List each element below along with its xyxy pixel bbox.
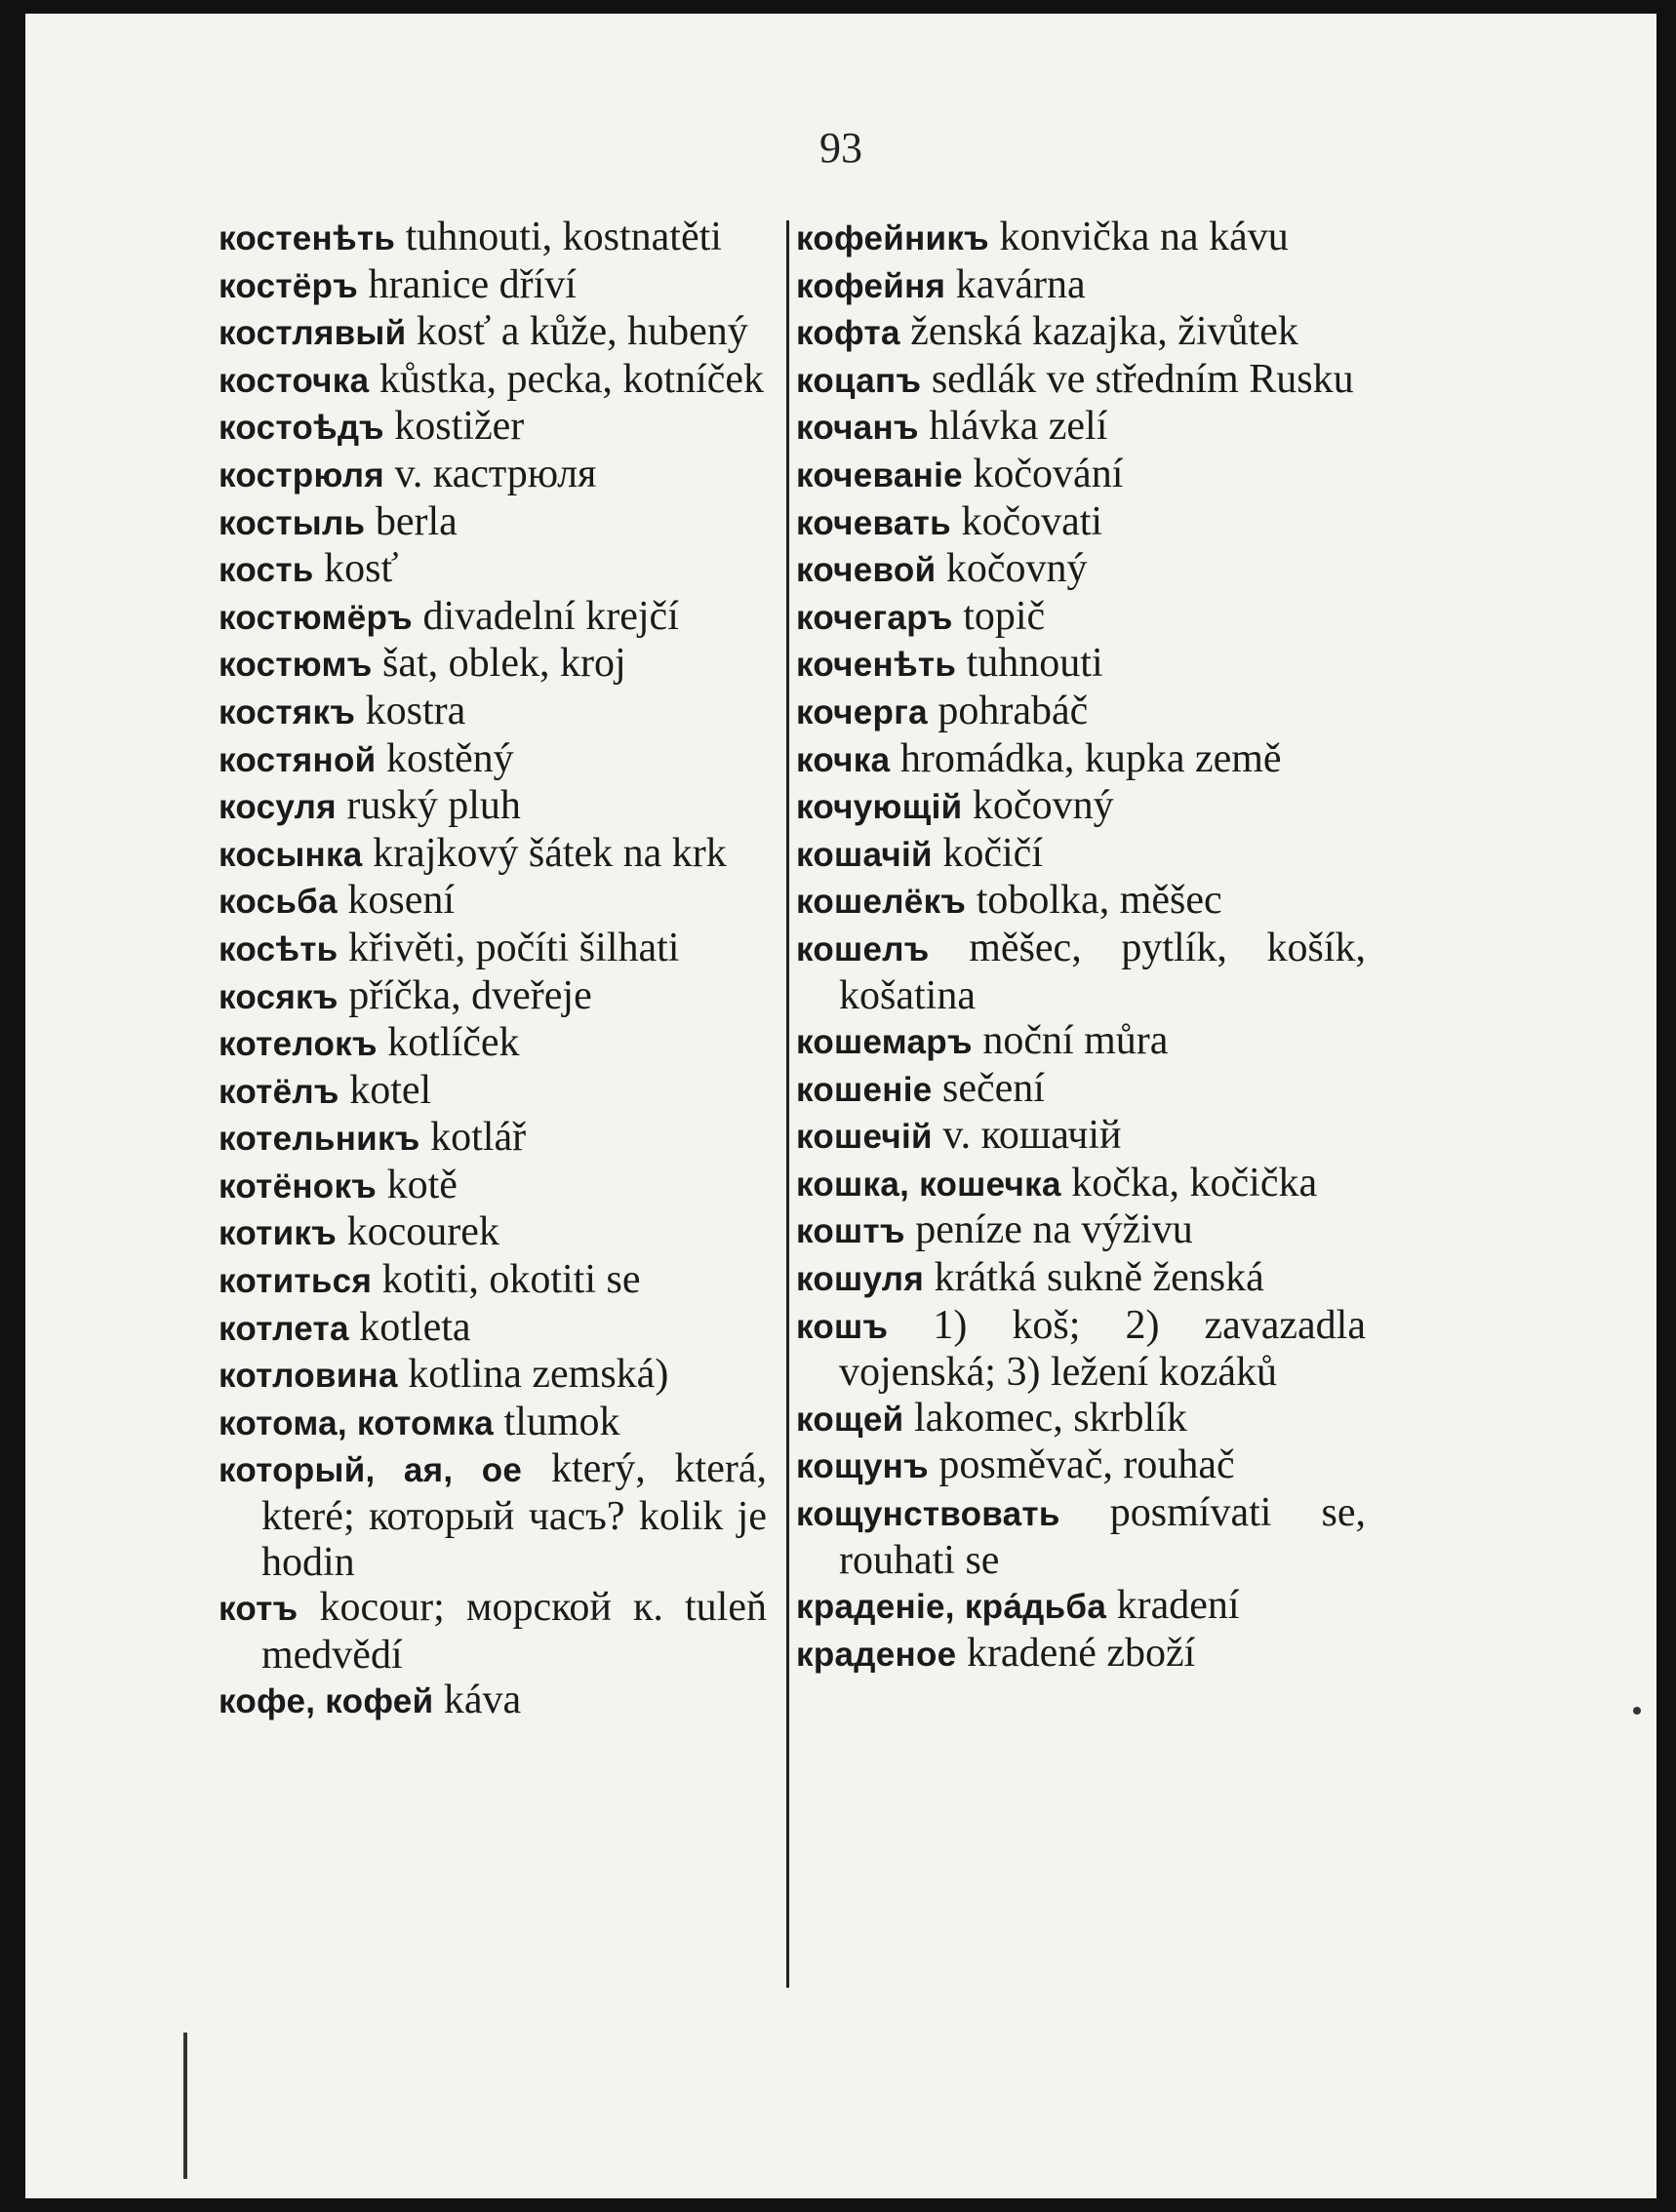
definition: kotiti, okotiti se [372, 1257, 641, 1303]
definition: kosť a kůže, hubený [406, 309, 748, 355]
dictionary-entry [796, 594, 1366, 642]
definition: kostra [355, 688, 466, 733]
headword: костяной [219, 740, 377, 779]
headword: косьба [219, 883, 338, 922]
definition: kočovný [936, 546, 1088, 592]
dictionary-entry [796, 404, 1366, 452]
headword: костенѣть [219, 219, 396, 257]
dictionary-entry [796, 783, 1366, 831]
definition: šat, oblek, kroj [372, 641, 626, 687]
headword: косуля [219, 788, 337, 827]
definition: posměvač, rouhač [928, 1442, 1235, 1488]
definition: tuhnouti, kostnatěti [395, 215, 722, 259]
headword: котлета [219, 1309, 349, 1348]
dictionary-entry [796, 1583, 1366, 1631]
headword: кочанъ [796, 409, 919, 448]
dictionary-entry [219, 1020, 767, 1068]
dictionary-entry [796, 1161, 1366, 1208]
definition: lakomec, skrblík [903, 1395, 1187, 1441]
column-divider [786, 220, 789, 1988]
headword: косточка [219, 361, 370, 400]
dictionary-entry [796, 499, 1366, 547]
definition: kočičí [932, 830, 1043, 876]
right-column [796, 215, 1366, 1678]
dictionary-entry [219, 594, 767, 642]
dictionary-entry [219, 1068, 767, 1116]
dictionary-entry [796, 1490, 1366, 1583]
dictionary-entry [219, 1305, 767, 1353]
headword: кочевой [796, 551, 937, 590]
definition: kradení [1106, 1583, 1240, 1629]
headword: кострюля [219, 455, 385, 494]
headword: кошачій [796, 835, 933, 874]
headword: краденое [796, 1635, 957, 1674]
definition: kosení [337, 878, 455, 924]
dictionary-entry [796, 1207, 1366, 1255]
definition: kotel [339, 1067, 432, 1113]
headword: кощунствовать [796, 1495, 1060, 1534]
headword: краденіе, кра́дьба [796, 1588, 1107, 1627]
dictionary-entry [796, 641, 1366, 689]
headword: костлявый [219, 314, 407, 353]
definition: káva [433, 1678, 522, 1723]
dictionary-entry [219, 926, 767, 973]
definition: v. кошачій [932, 1113, 1122, 1159]
headword: коцапъ [796, 361, 922, 400]
headword: коченѣть [796, 646, 957, 685]
headword: котикъ [219, 1214, 338, 1253]
headword: котельникъ [219, 1120, 420, 1159]
dictionary-entry [219, 878, 767, 926]
dictionary-entry [219, 783, 767, 831]
definition: kůstka, pecka, kotníček [369, 356, 765, 402]
dictionary-entry [219, 499, 767, 547]
definition: hlávka zelí [918, 404, 1108, 450]
definition: tobolka, měšec [966, 878, 1222, 924]
headword: костоѣдъ [219, 409, 384, 448]
dictionary-entry [219, 262, 767, 310]
definition: kradené zboží [956, 1630, 1196, 1676]
headword: кошъ [796, 1307, 889, 1346]
dictionary-entry [796, 1113, 1366, 1161]
dictionary-entry [219, 1209, 767, 1257]
definition: berla [365, 498, 458, 544]
dictionary-entry [219, 546, 767, 594]
definition: sedlák ve středním Rusku [921, 356, 1354, 402]
definition: který, která, které; который часъ? kolik je hodin [261, 1446, 767, 1585]
dictionary-entry [219, 1352, 767, 1400]
dictionary-entry [219, 1678, 767, 1725]
dictionary-entry [796, 452, 1366, 499]
headword: кощунъ [796, 1447, 929, 1486]
headword: косякъ [219, 977, 339, 1016]
headword: котёнокъ [219, 1166, 378, 1205]
headword: кошемаръ [796, 1023, 973, 1062]
dictionary-entry [796, 736, 1366, 784]
headword: костюмёръ [219, 598, 413, 637]
definition: hranice dříví [358, 261, 577, 307]
definition: divadelní krejčí [412, 593, 679, 639]
definition: sečení [932, 1065, 1045, 1111]
headword: кошечій [796, 1118, 933, 1157]
dictionary-entry [796, 215, 1366, 262]
dictionary-entry [796, 926, 1366, 1018]
definition: noční můra [972, 1018, 1169, 1064]
headword: кочеваніе [796, 455, 963, 494]
definition: kočování [962, 451, 1124, 496]
dictionary-entry [219, 215, 767, 262]
dictionary-entry [796, 546, 1366, 594]
definition: kocour; морской к. tuleň medvědí [261, 1585, 767, 1678]
dictionary-entry [219, 973, 767, 1021]
dictionary-entry [219, 831, 767, 879]
dictionary-entry [796, 1018, 1366, 1066]
page-number: 93 [819, 124, 862, 172]
headword: кофейня [796, 266, 946, 305]
headword: косѣть [219, 929, 339, 968]
dictionary-entry [796, 357, 1366, 405]
headword: кофта [796, 314, 900, 353]
headword: кочка [796, 740, 891, 779]
dictionary-entry [219, 1446, 767, 1585]
definition: kočovati [950, 498, 1103, 544]
definition: ruský pluh [336, 783, 521, 829]
definition: kočovný [962, 783, 1114, 829]
headword: кошуля [796, 1260, 925, 1299]
dictionary-entry [219, 736, 767, 784]
definition: kocourek [337, 1209, 499, 1255]
definition: pohrabáč [927, 688, 1089, 733]
definition: 1) koš; 2) zavazadla vojenská; 3) ležení kozáků [839, 1302, 1366, 1396]
dictionary-entry [219, 689, 767, 736]
headword: кошелъ [796, 929, 930, 968]
dictionary-entry [796, 1631, 1366, 1679]
definition: kotlář [419, 1115, 527, 1161]
dictionary-entry [796, 1396, 1366, 1443]
dictionary-entry [796, 262, 1366, 310]
definition: peníze na výživu [904, 1207, 1193, 1253]
headword: костыль [219, 503, 366, 542]
definition: kavárna [945, 261, 1086, 307]
headword: костюмъ [219, 646, 373, 685]
headword: костякъ [219, 692, 356, 731]
headword: кошелёкъ [796, 883, 967, 922]
definition: krátká sukně ženská [924, 1255, 1264, 1301]
headword: котёлъ [219, 1072, 339, 1111]
definition: křivěti, počíti šilhati [338, 925, 680, 970]
headword: котома, котомка [219, 1403, 495, 1442]
definition: měšec, pytlík, košík, košatina [839, 925, 1366, 1018]
left-column [219, 215, 767, 1725]
headword: кошка, кошечка [796, 1165, 1061, 1204]
headword: котъ [219, 1590, 299, 1629]
headword: кочевать [796, 503, 951, 542]
headword: котелокъ [219, 1025, 378, 1064]
dictionary-entry [796, 689, 1366, 736]
dictionary-entry [219, 1257, 767, 1305]
dictionary-entry [219, 452, 767, 499]
definition: hromádka, kupka země [890, 735, 1282, 781]
definition: krajkový šátek na krk [362, 830, 727, 876]
headword: кофейникъ [796, 219, 989, 257]
definition: tlumok [494, 1399, 620, 1444]
definition: kosť [313, 546, 399, 592]
definition: kostižer [383, 404, 525, 450]
definition: konvička na kávu [988, 215, 1289, 259]
dictionary-entry [219, 1115, 767, 1163]
definition: topič [952, 593, 1046, 639]
scan-artifact-line [183, 2033, 187, 2179]
definition: kotlíček [377, 1020, 520, 1066]
headword: кофе, кофей [219, 1682, 434, 1721]
dictionary-entry [796, 831, 1366, 879]
definition: kostěný [376, 735, 514, 781]
headword: который, ая, ое [219, 1451, 523, 1490]
dictionary-entry [219, 309, 767, 357]
headword: кошеніе [796, 1070, 933, 1109]
definition: kotlina zemská) [397, 1352, 669, 1398]
headword: костёръ [219, 266, 359, 305]
headword: коштъ [796, 1212, 905, 1251]
dictionary-entry [796, 1303, 1366, 1396]
definition: tuhnouti [956, 641, 1103, 687]
definition: kočka, kočička [1060, 1160, 1318, 1205]
dictionary-entry [219, 1163, 767, 1210]
headword: котиться [219, 1262, 373, 1301]
scan-artifact-dot [1633, 1707, 1641, 1715]
headword: кощей [796, 1400, 904, 1439]
definition: příčka, dveřeje [338, 972, 592, 1018]
definition: kotě [377, 1162, 458, 1207]
definition: ženská kazajka, živůtek [899, 309, 1298, 355]
headword: котловина [219, 1357, 398, 1396]
headword: кость [219, 551, 314, 590]
dictionary-entry [219, 641, 767, 689]
dictionary-entry [796, 1066, 1366, 1114]
headword: кочующій [796, 788, 963, 827]
dictionary-entry [796, 878, 1366, 926]
dictionary-entry [796, 1442, 1366, 1490]
headword: косынка [219, 835, 363, 874]
dictionary-entry [219, 404, 767, 452]
definition: v. кастрюля [384, 451, 597, 496]
definition: posmívati se, rouhati se [839, 1490, 1366, 1583]
dictionary-entry [219, 1585, 767, 1678]
headword: кочегаръ [796, 598, 953, 637]
headword: кочерга [796, 692, 928, 731]
dictionary-page [25, 14, 1656, 2198]
dictionary-entry [219, 357, 767, 405]
dictionary-entry [796, 1255, 1366, 1303]
dictionary-entry [219, 1400, 767, 1447]
definition: kotleta [348, 1304, 471, 1350]
dictionary-entry [796, 309, 1366, 357]
